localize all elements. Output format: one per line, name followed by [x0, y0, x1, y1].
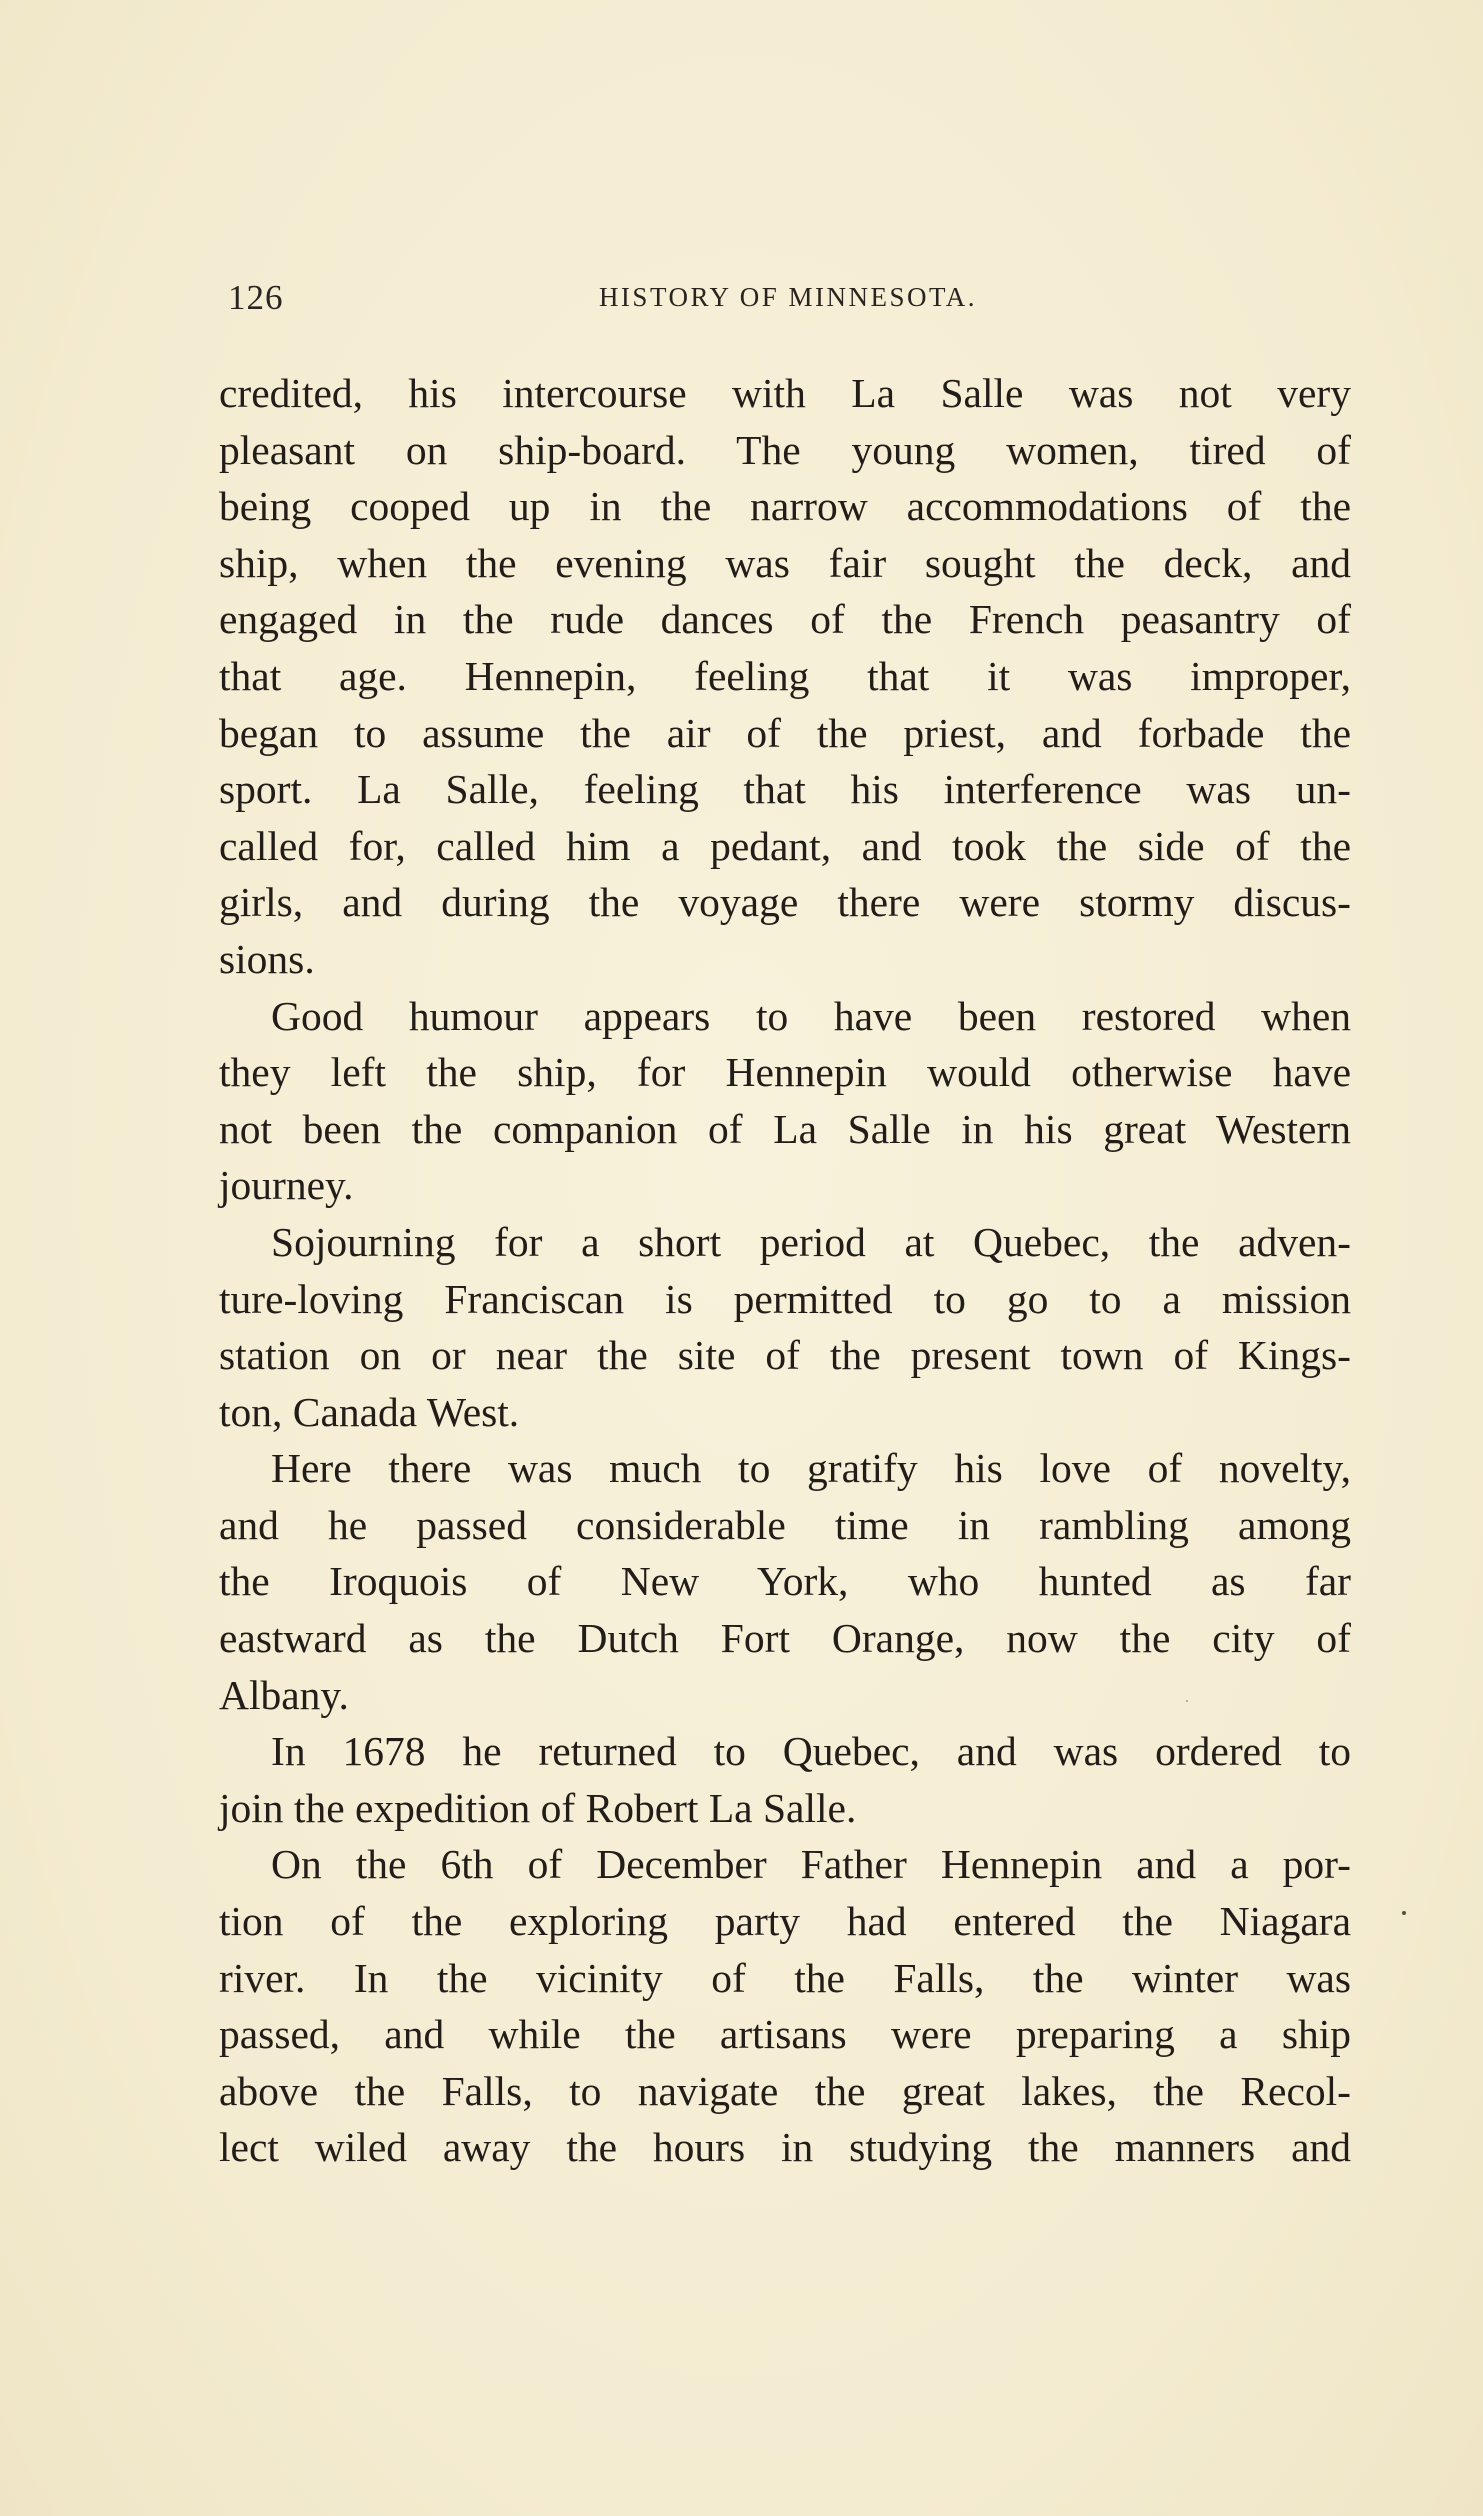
- ink-speck: [1402, 1911, 1406, 1915]
- text-line: Here there was much to gratify his love of novelty,: [271, 1445, 1351, 1492]
- text-line: passed, and while the artisans were preparing a ship: [219, 2011, 1351, 2058]
- text-line: sport. La Salle, feeling that his interference was un-: [219, 766, 1351, 813]
- text-line: they left the ship, for Hennepin would otherwise have: [219, 1049, 1351, 1096]
- text-line: journey.: [219, 1162, 354, 1209]
- page-header: [228, 278, 1348, 318]
- text-line: join the expedition of Robert La Salle.: [219, 1784, 857, 1831]
- text-line: station on or near the site of the present town of Kings-: [219, 1332, 1351, 1379]
- page-number: 126: [228, 278, 284, 317]
- text-line: ton, Canada West.: [219, 1388, 520, 1435]
- text-line: sions.: [219, 935, 315, 982]
- text-line: the Iroquois of New York, who hunted as far: [219, 1558, 1351, 1605]
- text-line: being cooped up in the narrow accommodations of the: [219, 483, 1351, 530]
- text-line: girls, and during the voyage there were stormy discus-: [219, 879, 1351, 926]
- text-line: began to assume the air of the priest, and forbade the: [219, 709, 1351, 756]
- running-head: HISTORY OF MINNESOTA.: [598, 282, 978, 312]
- text-line: Sojourning for a short period at Quebec, the adven-: [271, 1218, 1351, 1265]
- body-text: [219, 365, 1351, 2176]
- text-line: called for, called him a pedant, and took the side of the: [219, 822, 1351, 869]
- text-line: credited, his intercourse with La Salle was not very: [219, 370, 1351, 416]
- text-line: engaged in the rude dances of the French peasantry of: [219, 596, 1351, 643]
- text-line: Good humour appears to have been restored when: [271, 992, 1351, 1039]
- text-line: that age. Hennepin, feeling that it was improper,: [219, 652, 1351, 699]
- text-line: Albany.: [219, 1671, 349, 1718]
- text-line: lect wiled away the hours in studying the manners and: [219, 2124, 1351, 2171]
- text-line: ture-loving Franciscan is permitted to go to a mission: [219, 1275, 1351, 1322]
- text-line: pleasant on ship-board. The young women, tired of: [219, 426, 1351, 473]
- text-line: ship, when the evening was fair sought the deck, and: [219, 539, 1351, 586]
- text-line: In 1678 he returned to Quebec, and was ordered to: [271, 1728, 1351, 1775]
- text-line: eastward as the Dutch Fort Orange, now the city of: [219, 1615, 1351, 1662]
- text-line: above the Falls, to navigate the great lakes, the Recol-: [219, 2067, 1351, 2114]
- text-line: not been the companion of La Salle in his great Western: [219, 1105, 1351, 1152]
- text-line: On the 6th of December Father Hennepin and a por-: [271, 1841, 1351, 1888]
- text-line: and he passed considerable time in rambling among: [219, 1501, 1351, 1548]
- text-line: tion of the exploring party had entered the Niagara: [219, 1898, 1351, 1945]
- ink-speck: [1186, 1700, 1188, 1702]
- text-line: river. In the vicinity of the Falls, the winter was: [219, 1954, 1351, 2001]
